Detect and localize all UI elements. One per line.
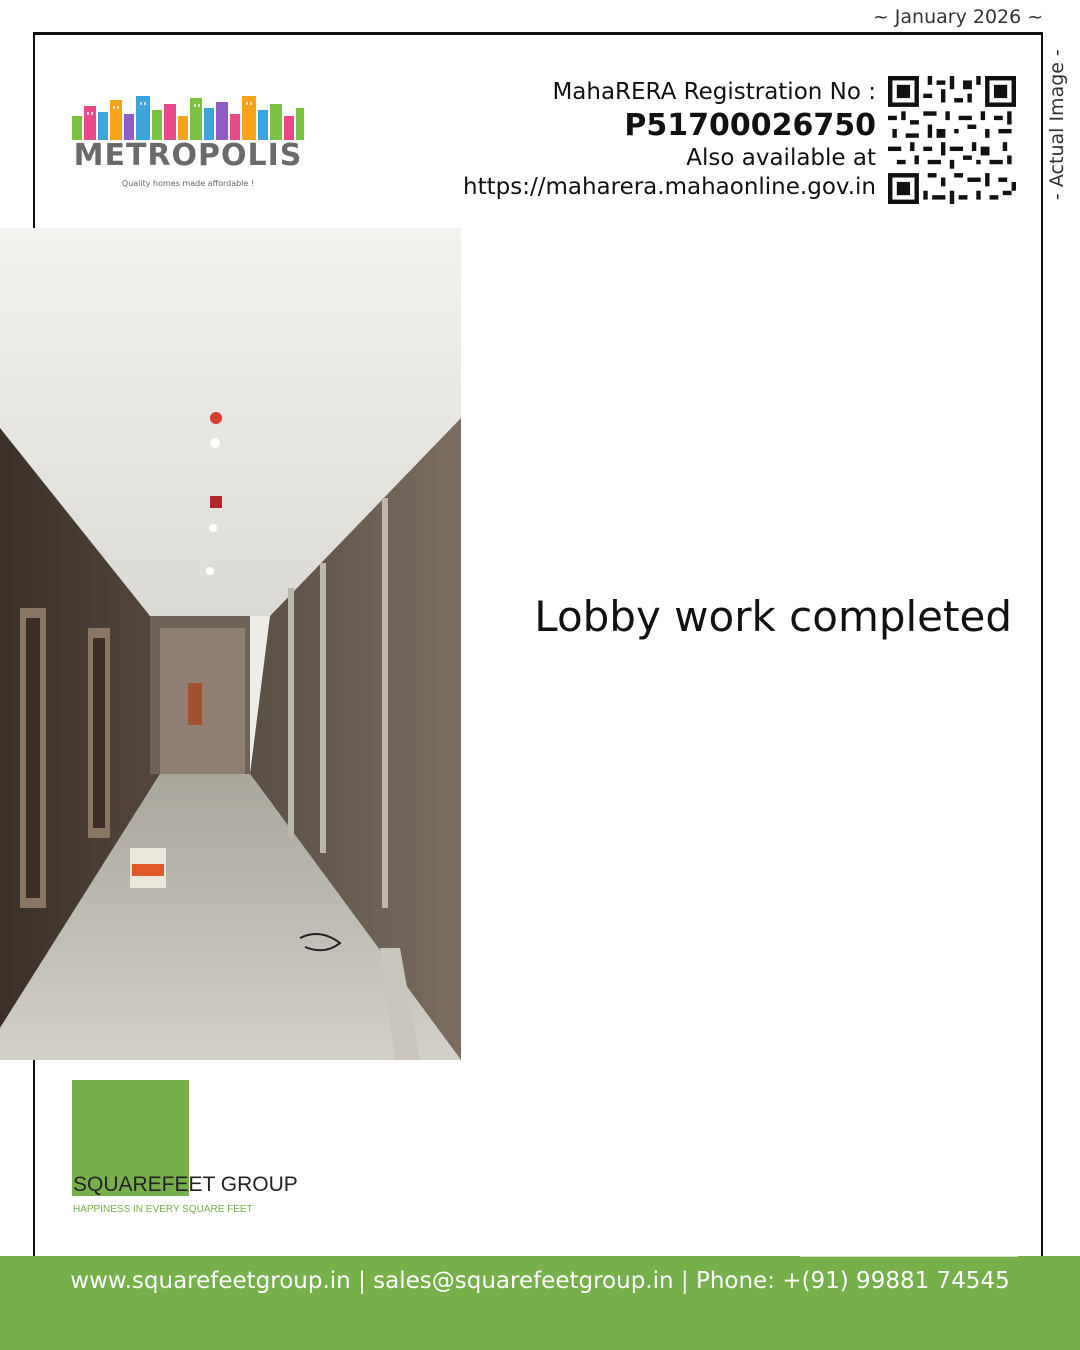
footer-contact-text[interactable]: www.squarefeetgroup.in | sales@squarefeetgroup.in | Phone: +(91) 99881 74545 [70,1268,1010,1294]
rera-url-link[interactable]: https://maharera.mahaonline.gov.in [463,174,876,200]
lobby-corridor-image [0,228,461,1060]
frame-top-border [33,32,1043,35]
footer-divider [800,1256,1018,1257]
city-skyline-icon [70,92,306,140]
qr-code-icon[interactable] [888,76,1016,204]
squarefeet-name: SQUAREFEET GROUP [73,1173,298,1196]
squarefeet-slogan: HAPPINESS IN EVERY SQUARE FEET [73,1204,253,1215]
actual-image-label: - Actual Image - [1046,49,1068,201]
caption-text: Lobby work completed [534,592,1012,641]
rera-label: MahaRERA Registration No : [552,79,876,105]
frame-right-border [1041,32,1043,1257]
lobby-photo [0,228,461,1060]
logo-brand-text: METROPOLIS [73,138,303,173]
metropolis-logo [70,92,306,190]
date-label: ~ January 2026 ~ [872,6,1044,28]
rera-number: P51700026750 [624,107,876,143]
footer-bar [0,1256,1080,1350]
rera-available-text: Also available at [686,145,876,172]
rera-info [400,78,876,202]
logo-tagline: Quality homes made affordable ! [121,179,255,188]
squarefeet-logo [70,1076,298,1221]
